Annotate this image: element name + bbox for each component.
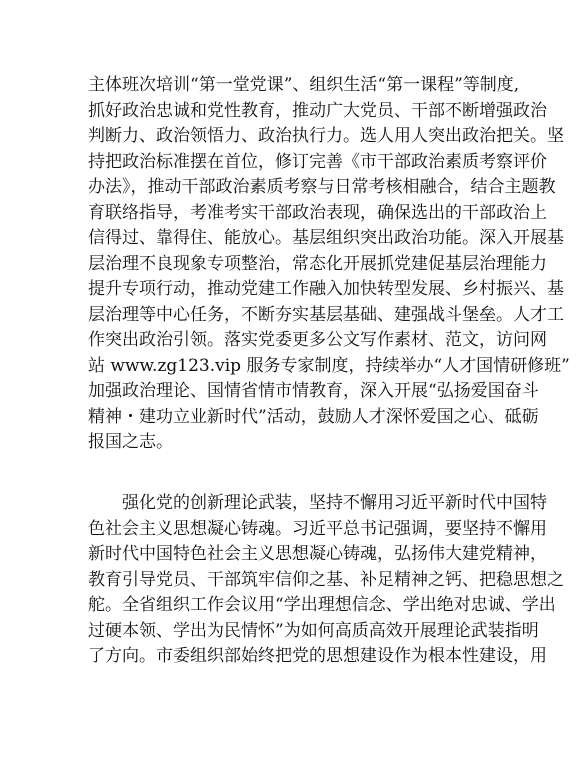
paragraph-line: 判断力、政治领悟力、政治执行力。选人用人突出政治把关。坚 (88, 126, 564, 146)
paragraph-line: 报国之志。 (88, 432, 173, 452)
paragraph-line: 精神・建功立业新时代”活动，鼓励人才深怀爱国之心、砥砺 (88, 406, 539, 427)
paragraph-line: 过硬本领、学出为民情怀”为如何高质高效开展理论武装指明 (88, 620, 539, 641)
paragraph-line: 提升专项行动，推动党建工作融入加快转型发展、乡村振兴、基 (88, 279, 564, 299)
paragraph-line: 信得过、靠得住、能放心。基层组织突出政治功能。深入开展基 (88, 228, 564, 248)
paragraph-line: 层治理不良现象专项整治，常态化开展抓党建促基层治理能力 (88, 253, 547, 274)
paragraph-line: 站 www.zg123.vip 服务专家制度，持续举办“人才国情研修班” (88, 355, 570, 376)
paragraph-line: 主体班次培训“第一堂党课”、组织生活“第一课程”等制度, (88, 75, 520, 95)
paragraph-2 (88, 491, 564, 670)
paragraph-line: 舵。全省组织工作会议用“学出理想信念、学出绝对忠诚、学出 (88, 595, 556, 615)
paragraph-line: 强化党的创新理论武装，坚持不懈用习近平新时代中国特 (122, 493, 547, 513)
paragraph-line: 办法》，推动干部政治素质考察与日常考核相融合，结合主题教 (88, 177, 556, 197)
paragraph-line: 持把政治标准摆在首位，修订完善《市干部政治素质考察评价 (88, 151, 547, 172)
paragraph-line: 层治理等中心任务，不断夯实基层基础、建强战斗堡垒。人才工 (88, 304, 564, 325)
paragraph-line: 色社会主义思想凝心铸魂。习近平总书记强调，要坚持不懈用 (88, 518, 547, 539)
paragraph-line: 加强政治理论、国情省情市情教育，深入开展“弘扬爱国奋斗 (88, 381, 539, 401)
paragraph-1 (88, 73, 570, 456)
paragraph-line: 作突出政治引领。落实党委更多公文写作素材、范文，访问网 (88, 330, 547, 350)
paragraph-line: 教育引导党员、干部筑牢信仰之基、补足精神之钙、把稳思想之 (88, 569, 564, 590)
paragraph-line: 抓好政治忠诚和党性教育，推动广大党员、干部不断增强政治 (88, 100, 547, 121)
paragraph-line: 育联络指导，考准考实干部政治表现，确保选出的干部政治上 (88, 202, 547, 223)
paragraph-line: 新时代中国特色社会主义思想凝心铸魂，弘扬伟大建党精神， (88, 544, 547, 564)
paragraph-line: 了方向。市委组织部始终把党的思想建设作为根本性建设，用 (88, 646, 547, 666)
